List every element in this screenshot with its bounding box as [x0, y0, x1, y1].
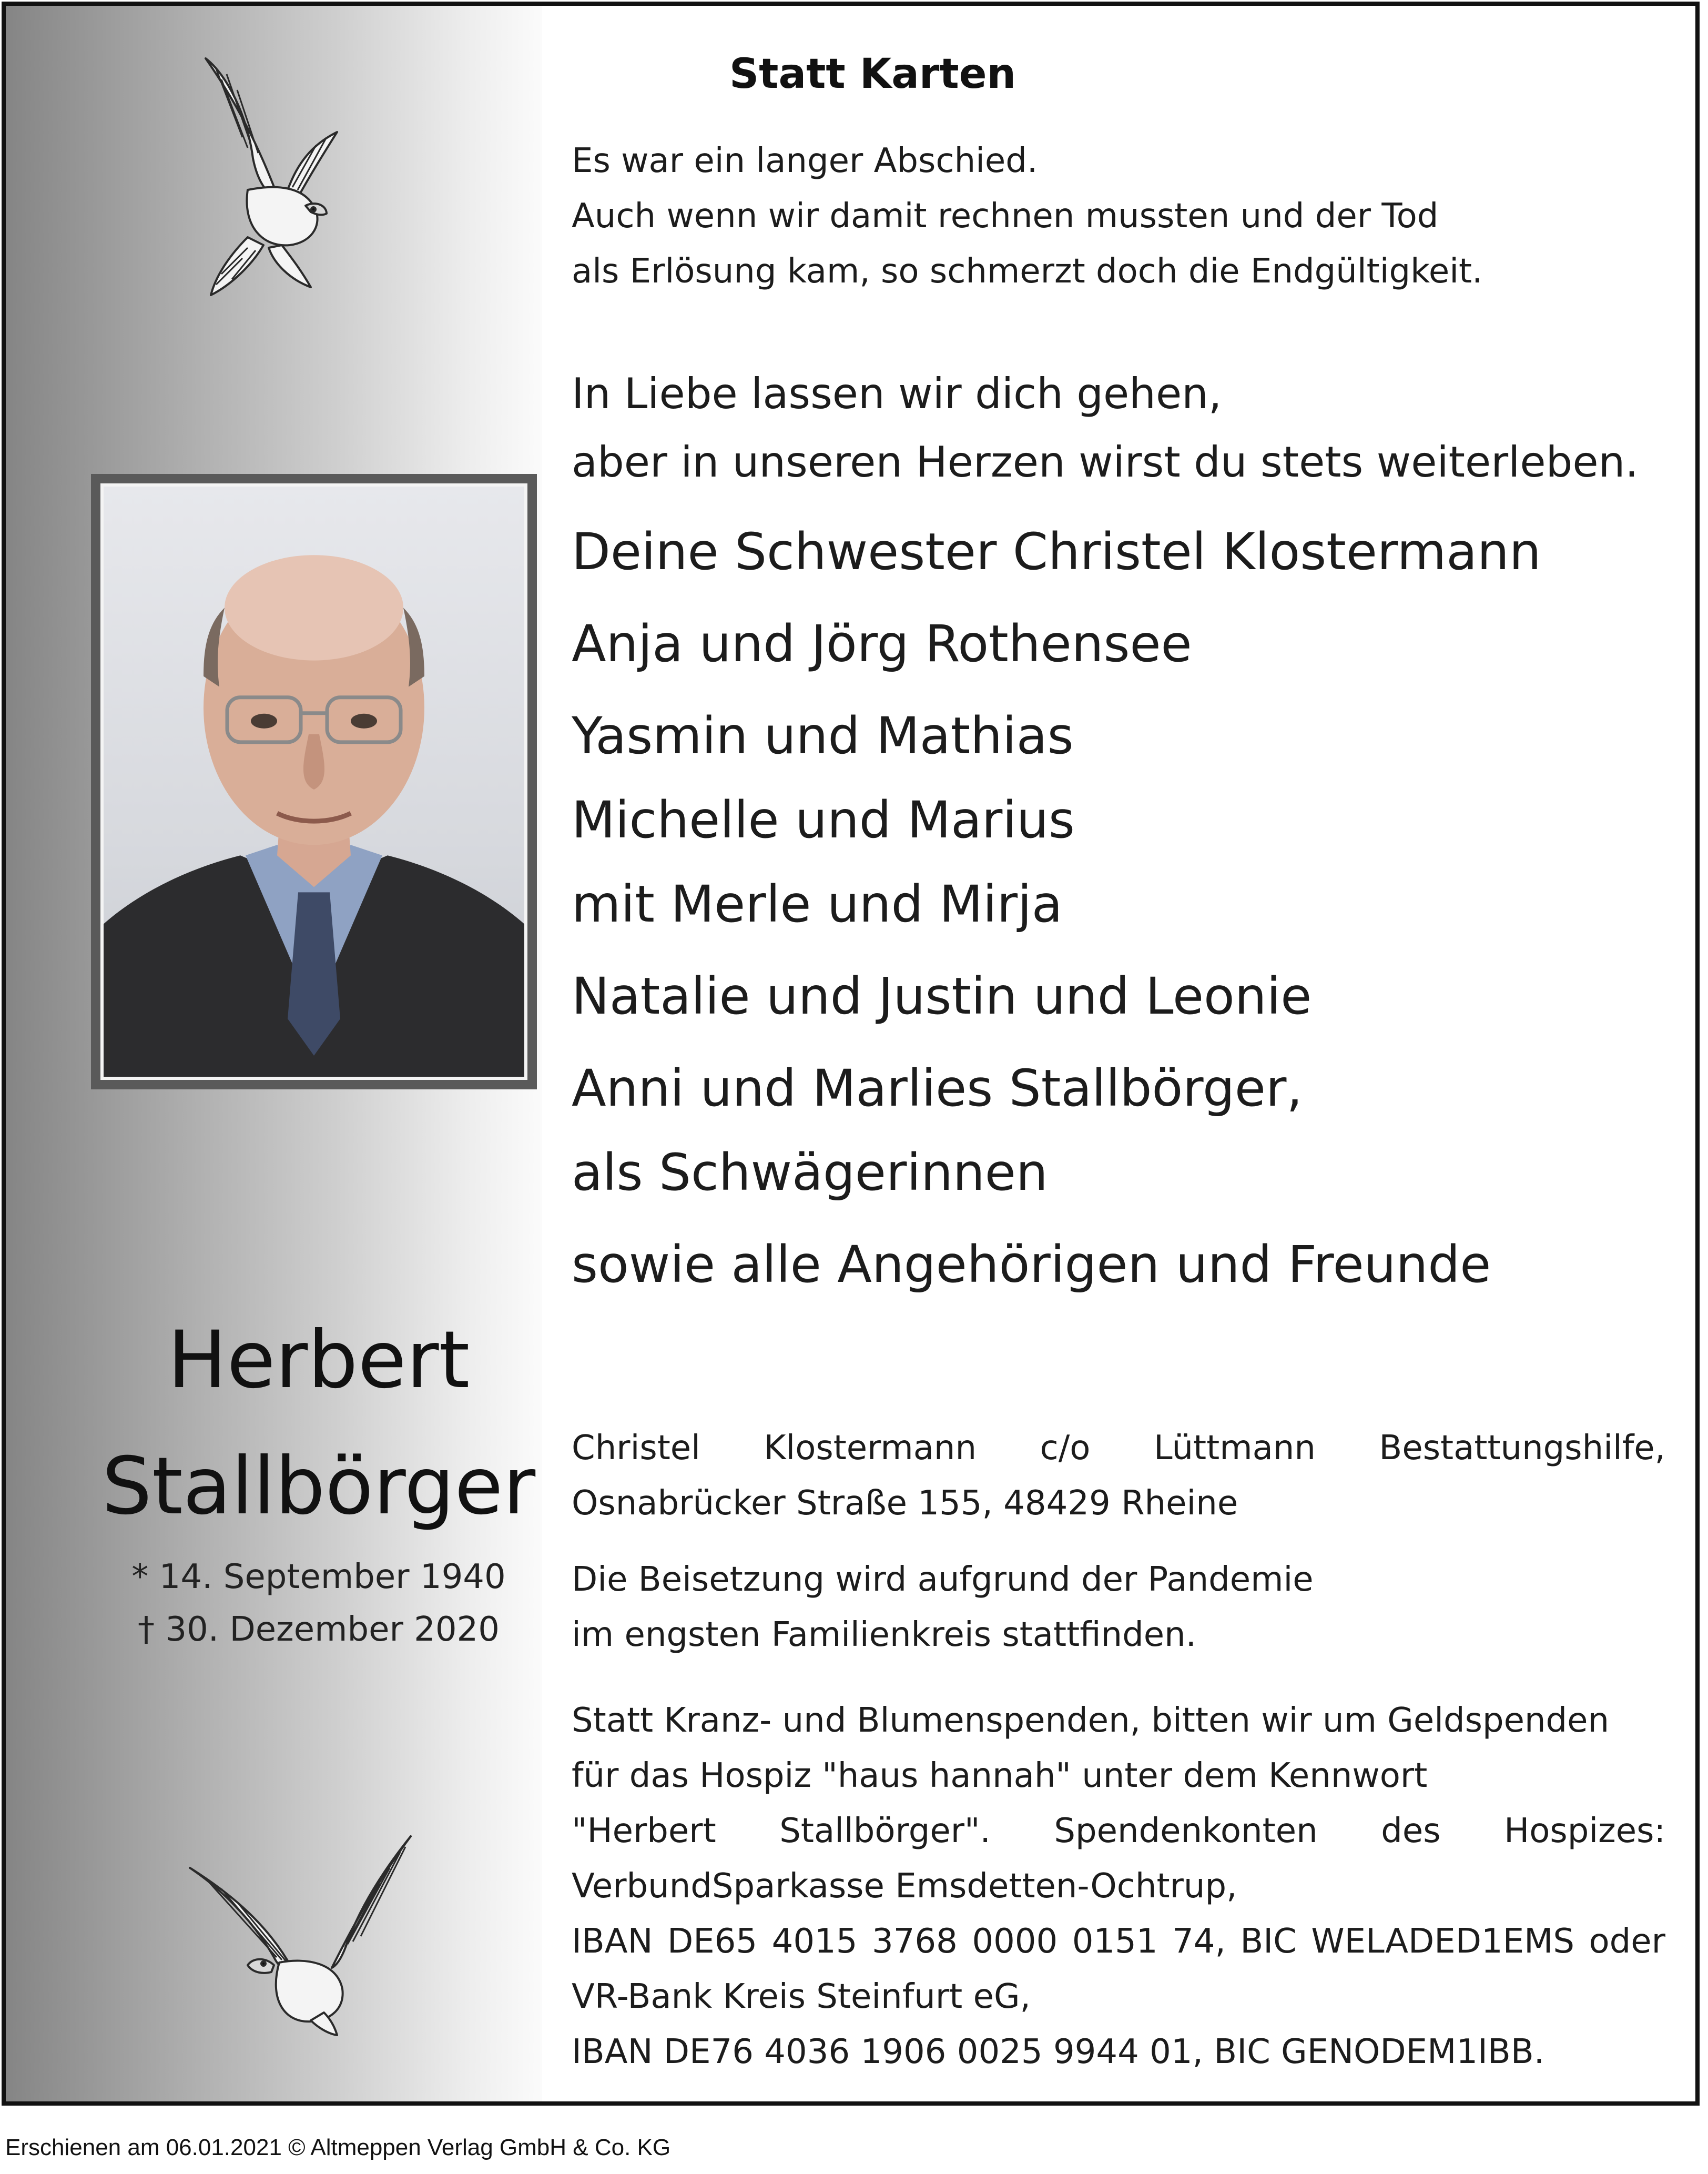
address-word: c/o [1040, 1429, 1091, 1468]
donation-line [572, 1922, 1665, 1961]
mourner-line: sowie alle Angehörigen und Freunde [572, 1235, 1491, 1294]
heading: Statt Karten [729, 50, 1016, 98]
deceased-last-name: Stallbörger [101, 1441, 536, 1532]
dove-icon [185, 53, 342, 300]
dove-icon [179, 1831, 421, 2036]
funeral-note-line: im engsten Familienkreis stattfinden. [572, 1615, 1196, 1654]
mourner-line: Yasmin und Mathias [572, 706, 1074, 765]
donation-line: VerbundSparkasse Emsdetten-Ochtrup, [572, 1867, 1237, 1906]
death-date: † 30. Dezember 2020 [138, 1610, 500, 1649]
address-word: Bestattungshilfe, [1379, 1429, 1665, 1468]
birth-date: * 14. September 1940 [131, 1558, 506, 1596]
donation-line [572, 1812, 1665, 1851]
portrait-frame [91, 474, 537, 1089]
address-word: Christel [572, 1429, 700, 1468]
donation-line: Statt Kranz- und Blumenspenden, bitten wir um Geldspenden [572, 1701, 1610, 1740]
mourner-line: Michelle und Marius [572, 791, 1075, 850]
donation-word: Hospizes: [1504, 1812, 1665, 1851]
donation-word: IBAN [572, 1922, 653, 1961]
donation-word: DE65 [667, 1922, 758, 1961]
intro-line: Auch wenn wir damit rechnen mussten und der Tod [572, 197, 1439, 236]
contact-address-line: Osnabrücker Straße 155, 48429 Rheine [572, 1484, 1238, 1523]
portrait-photo [100, 483, 527, 1080]
donation-word: 0151 [1072, 1922, 1158, 1961]
verse-line: In Liebe lassen wir dich gehen, [572, 369, 1222, 418]
donation-line: für das Hospiz "haus hannah" unter dem Kennwort [572, 1756, 1428, 1795]
deceased-first-name: Herbert [167, 1314, 470, 1406]
publication-footer: Erschienen am 06.01.2021 © Altmeppen Verlag GmbH & Co. KG [5, 2135, 671, 2160]
mourner-line: Deine Schwester Christel Klostermann [572, 522, 1541, 581]
obituary-notice [2, 2, 1700, 2106]
donation-word: WELADED1EMS [1311, 1922, 1574, 1961]
donation-word: 3768 [871, 1922, 958, 1961]
verse-line: aber in unseren Herzen wirst du stets weiterleben. [572, 438, 1639, 487]
mourner-line: Natalie und Justin und Leonie [572, 967, 1312, 1026]
contact-address-line [572, 1429, 1665, 1468]
donation-word: des [1381, 1812, 1441, 1851]
intro-line: Es war ein langer Abschied. [572, 141, 1038, 180]
mourner-line: Anni und Marlies Stallbörger, [572, 1059, 1303, 1118]
address-word: Lüttmann [1153, 1429, 1316, 1468]
mourner-line: mit Merle und Mirja [572, 875, 1063, 934]
donation-line: VR-Bank Kreis Steinfurt eG, [572, 1977, 1031, 2016]
mourner-line: Anja und Jörg Rothensee [572, 614, 1192, 673]
funeral-note-line: Die Beisetzung wird aufgrund der Pandemie [572, 1560, 1314, 1599]
donation-word: "Herbert [572, 1812, 716, 1851]
intro-line: als Erlösung kam, so schmerzt doch die Endgültigkeit. [572, 252, 1483, 291]
address-word: Klostermann [764, 1429, 977, 1468]
donation-word: 4015 [771, 1922, 858, 1961]
donation-word: BIC [1240, 1922, 1297, 1961]
donation-word: 74, [1172, 1922, 1226, 1961]
donation-word: oder [1589, 1922, 1665, 1961]
donation-word: Spendenkonten [1054, 1812, 1318, 1851]
mourner-line: als Schwägerinnen [572, 1143, 1048, 1202]
gradient-sidebar [6, 6, 542, 2101]
donation-line: IBAN DE76 4036 1906 0025 9944 01, BIC GENODEM1IBB. [572, 2033, 1545, 2071]
donation-word: Stallbörger". [779, 1812, 991, 1851]
donation-word: 0000 [972, 1922, 1058, 1961]
